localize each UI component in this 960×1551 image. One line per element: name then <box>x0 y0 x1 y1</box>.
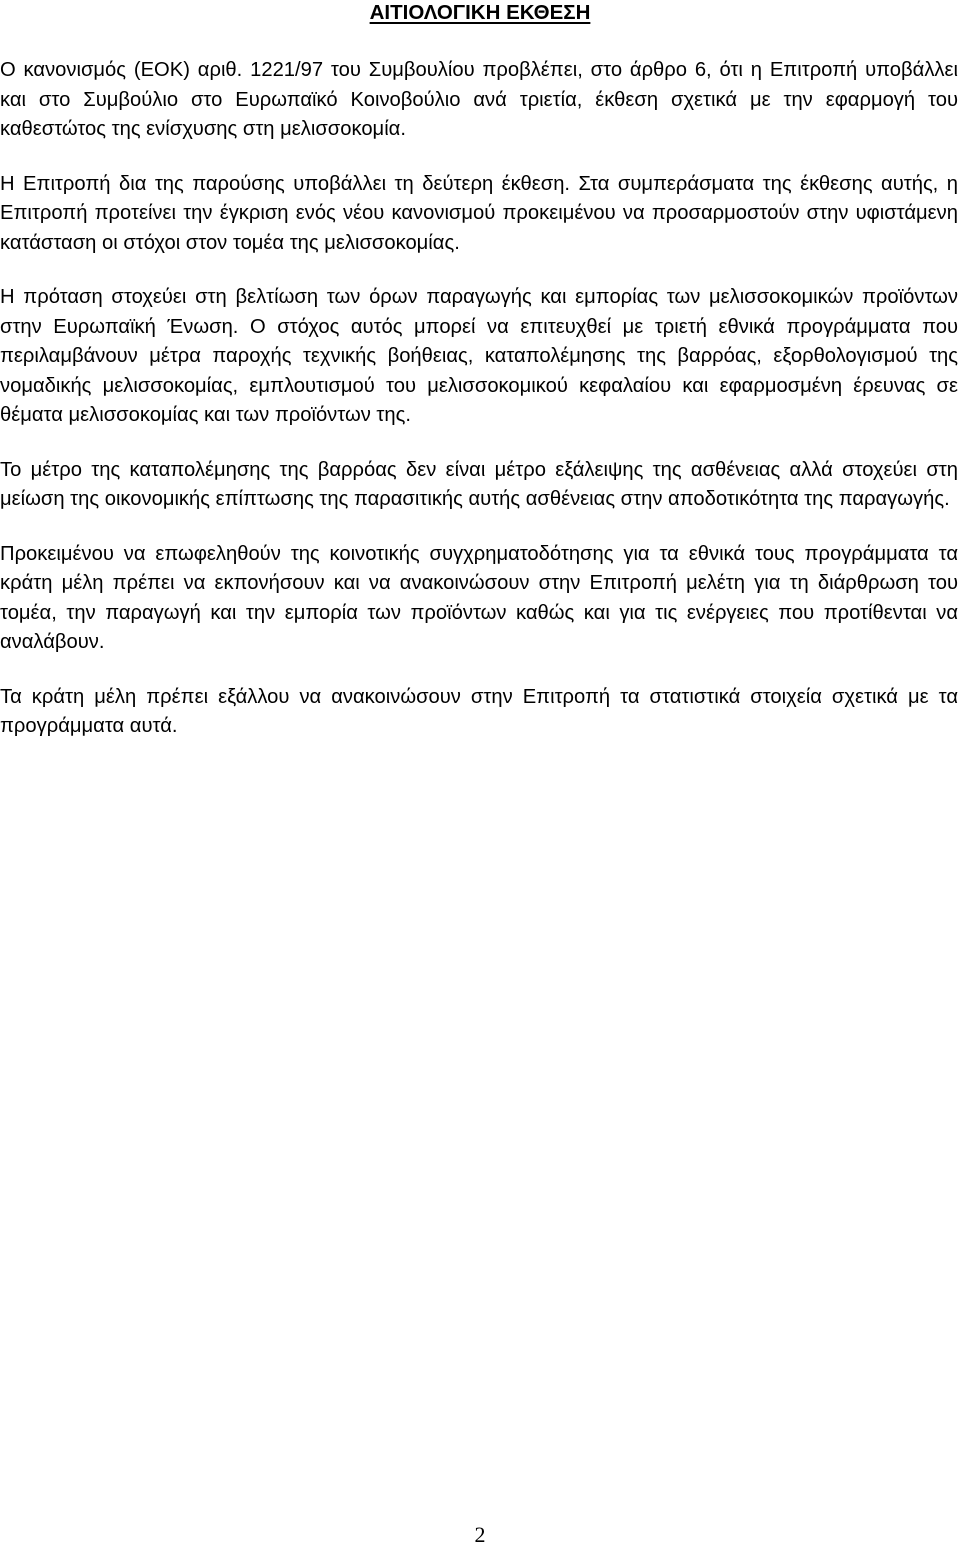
paragraph-6: Τα κράτη μέλη πρέπει εξάλλου να ανακοινώσουν στην Επιτροπή τα στατιστικά στοιχεία σχετικά με τα προγράμματα αυτά. <box>0 685 958 737</box>
paragraph-4: Το μέτρο της καταπολέμησης της βαρρόας δεν είναι μέτρο εξάλειψης της ασθένειας αλλά στοχεύει στη μείωση της οικονομικής επίπτωσης της παρασιτικής αυτής ασθένειας στην αποδοτικότητα της παραγωγής. <box>0 458 958 510</box>
document-title: ΑΙΤΙΟΛΟΓΙΚΗ ΕΚΘΕΣΗ <box>369 1 591 24</box>
paragraph-1: Ο κανονισμός (ΕΟΚ) αριθ. 1221/97 του Συμβουλίου προβλέπει, στο άρθρο 6, ότι η Επιτροπή υποβάλλει και στο Συμβούλιο στο Ευρωπαϊκό Κοινοβούλιο ανά τριετία, έκθεση σχετικά με την εφαρμογή του καθεστώτος της ενίσχυσης στη μελισσοκομία. <box>0 59 958 140</box>
page-number: 2 <box>474 1522 486 1547</box>
paragraph-2: Η Επιτροπή δια της παρούσης υποβάλλει τη δεύτερη έκθεση. Στα συμπεράσματα της έκθεσης αυτής, η Επιτροπή προτείνει την έγκριση ενός νέου κανονισμού προκειμένου να προσαρμοστούν στην υφιστάμενη κατάσταση οι στόχοι στον τομέα της μελισσοκομίας. <box>0 172 958 254</box>
paragraph-5: Προκειμένου να επωφεληθούν της κοινοτικής συγχρηματοδότησης για τα εθνικά τους προγράμματα τα κράτη μέλη πρέπει να εκπονήσουν και να ανακοινώσουν στην Επιτροπή μελέτη για τη διάρθρωση του τομέα, την παραγωγή και την εμπορία των προϊόντων καθώς και για τις ενέργειες που προτίθενται να αναλάβουν. <box>0 542 958 653</box>
paragraph-3: Η πρόταση στοχεύει στη βελτίωση των όρων παραγωγής και εμπορίας των μελισσοκομικών προϊόντων στην Ευρωπαϊκή Ένωση. Ο στόχος αυτός μπορεί να επιτευχθεί με τριετή εθνικά προγράμματα που περιλαμβάνουν μέτρα παροχής τεχνικής βοήθειας, καταπολέμησης της βαρρόας, εξορθολογισμού της νομαδικής μελισσοκομίας, εμπλουτισμού του μελισσοκομικού κεφαλαίου και εφαρμοσμένη έρευνας σε θέματα μελισσοκομίας και των προϊόντων της. <box>0 286 958 426</box>
document-body <box>0 56 958 767</box>
